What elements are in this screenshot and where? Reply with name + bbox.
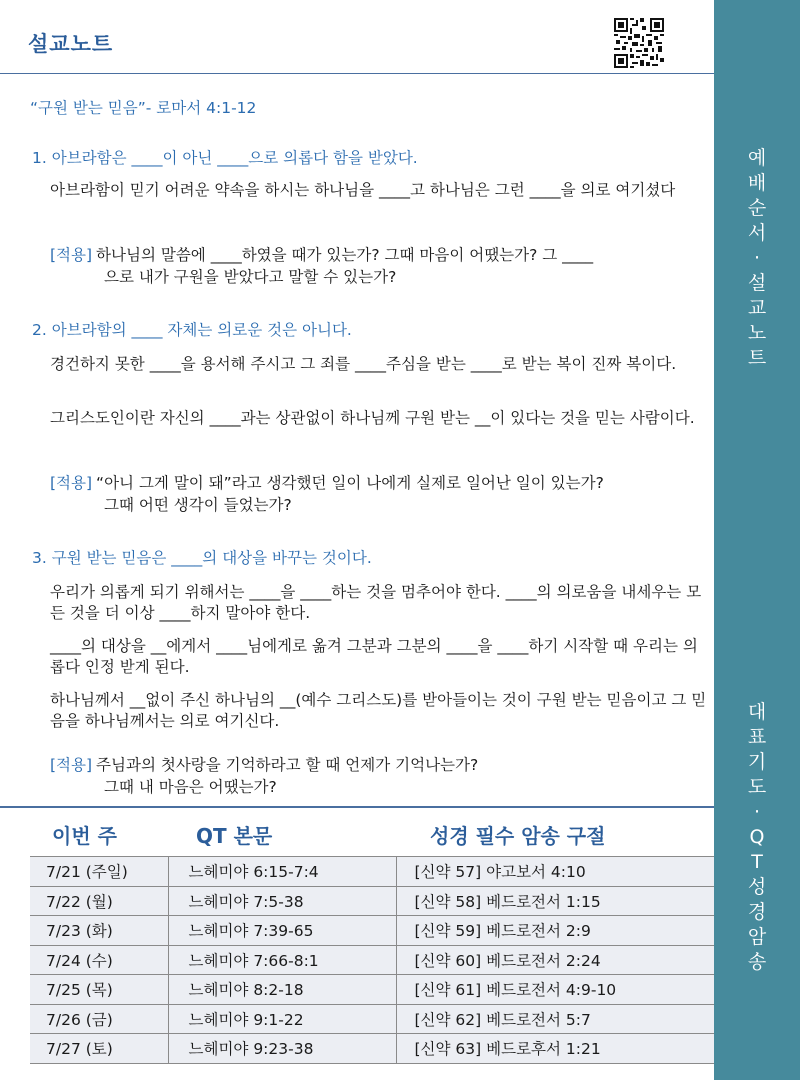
table-row [30,945,714,975]
table-row [30,857,714,887]
application-2 [50,472,710,516]
sermon-scripture: “구원 받는 믿음”- 로마서 4:1-12 [30,99,257,117]
qt-cell: 느헤미야 8:2-18 [168,975,396,1005]
verse-cell: [신약 60] 베드로전서 2:24 [396,945,714,975]
date-cell: 7/26 (금) [30,1004,168,1034]
application-tag: [적용] [50,246,93,264]
table-row [30,975,714,1005]
table-row [30,886,714,916]
sidebar-label-worship-order: 예 배 순 서 · 설 교 노 트 [747,147,767,369]
section-divider [0,806,714,808]
table-row [30,916,714,946]
table-row [30,1034,714,1064]
point-paragraph: ____의 대상을 __에게서 ____님에게로 옮겨 그분과 그분의 ____을 ____하기 시작할 때 우리는 의롭다 인정 받게 된다. [50,637,698,676]
verse-cell: [신약 58] 베드로전서 1:15 [396,886,714,916]
point-paragraph: 하나님께서 __없이 주신 하나님의 __(예수 그리스도)를 받아들이는 것이 구원 받는 믿음이고 그 믿음을 하나님께서는 의로 여기신다. [50,691,707,730]
date-cell: 7/25 (목) [30,975,168,1005]
application-text: 그때 어떤 생각이 들었는가? [104,496,292,514]
column-header-week: 이번 주 [52,824,117,848]
date-cell: 7/21 (주일) [30,857,168,887]
application-text: 주님과의 첫사랑을 기억하라고 할 때 언제가 기억나는가? [96,756,479,774]
qr-code-icon[interactable] [614,18,664,68]
point-heading-1: 1. 아브라함은 ____이 아닌 ____으로 의롭다 함을 받았다. [32,149,418,167]
date-cell: 7/24 (수) [30,945,168,975]
sidebar-label-prayer-qt: 대 표 기 도 · Q T 성 경 암 송 [747,701,767,973]
point-heading-3: 3. 구원 받는 믿음은 ____의 대상을 바꾸는 것이다. [32,549,372,567]
point-heading-2: 2. 아브라함의 ____ 자체는 의로운 것은 아니다. [32,321,352,339]
application-text: 그때 내 마음은 어땠는가? [104,778,277,796]
qt-cell: 느헤미야 9:1-22 [168,1004,396,1034]
date-cell: 7/22 (월) [30,886,168,916]
application-3 [50,754,710,798]
application-text: “아니 그게 말이 돼”라고 생각했던 일이 나에게 실제로 일어난 일이 있는가? [96,474,604,492]
table-row [30,1004,714,1034]
point-paragraph: 우리가 의롭게 되기 위해서는 ____을 ____하는 것을 멈추어야 한다. ____의 의로움을 내세우는 모든 것을 더 이상 ____하지 말아야 한다. [50,583,702,622]
point-paragraph: 경건하지 못한 ____을 용서해 주시고 그 죄를 ____주심을 받는 ____로 받는 복이 진짜 복이다. [50,355,677,373]
verse-cell: [신약 63] 베드로후서 1:21 [396,1034,714,1064]
point-paragraph: 아브라함이 믿기 어려운 약속을 하시는 하나님을 ____고 하나님은 그런 ____을 의로 여기셨다 [50,181,676,199]
column-header-memory-verse: 성경 필수 암송 구절 [430,824,606,848]
application-text: 하나님의 말씀에 ____하였을 때가 있는가? 그때 마음이 어땠는가? 그 ____ [96,246,594,264]
sidebar [714,0,800,1080]
date-cell: 7/23 (화) [30,916,168,946]
application-tag: [적용] [50,474,93,492]
qt-cell: 느헤미야 9:23-38 [168,1034,396,1064]
verse-cell: [신약 62] 베드로전서 5:7 [396,1004,714,1034]
date-cell: 7/27 (토) [30,1034,168,1064]
verse-cell: [신약 57] 야고보서 4:10 [396,857,714,887]
application-tag: [적용] [50,756,93,774]
verse-cell: [신약 59] 베드로전서 2:9 [396,916,714,946]
page-title: 설교노트 [28,32,114,56]
qt-cell: 느헤미야 6:15-7:4 [168,857,396,887]
application-1 [50,244,710,288]
qt-cell: 느헤미야 7:5-38 [168,886,396,916]
qt-schedule-table [30,856,714,1064]
qt-cell: 느헤미야 7:66-8:1 [168,945,396,975]
application-text: 으로 내가 구원을 받았다고 말할 수 있는가? [104,268,397,286]
page-header [0,0,714,74]
point-paragraph: 그리스도인이란 자신의 ____과는 상관없이 하나님께 구원 받는 __이 있다는 것을 믿는 사람이다. [50,409,695,427]
qt-cell: 느헤미야 7:39-65 [168,916,396,946]
column-header-qt: QT 본문 [196,824,273,848]
verse-cell: [신약 61] 베드로전서 4:9-10 [396,975,714,1005]
